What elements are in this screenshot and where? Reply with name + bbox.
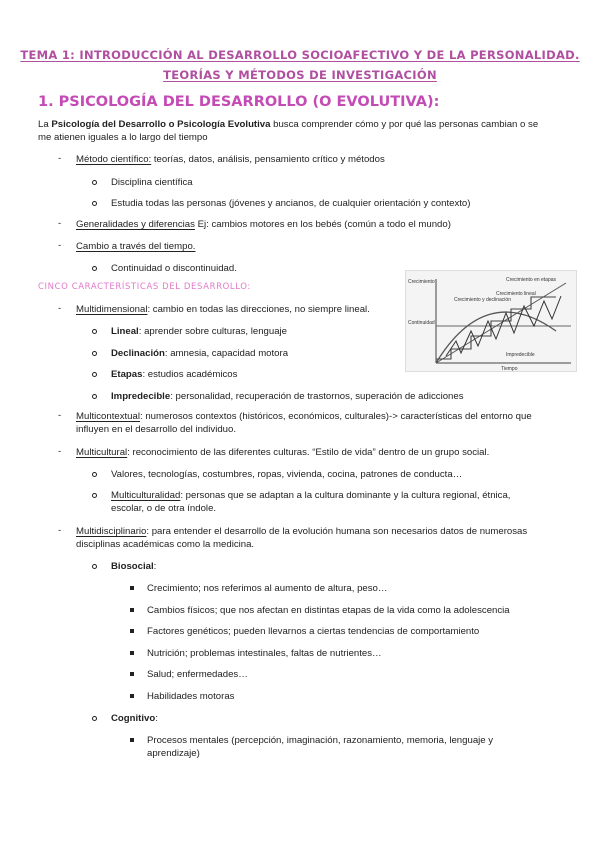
multiculturalidad-label: Multiculturalidad xyxy=(111,490,181,501)
label-crecimiento-declinacion: Crecimiento y declinación xyxy=(454,297,511,303)
cog-item-line2: aprendizaje) xyxy=(147,748,200,759)
square-bullet xyxy=(130,608,134,612)
label-continuidad: Continuidad xyxy=(408,320,435,326)
multidisciplinario-label: Multidisciplinario xyxy=(76,526,147,537)
multicultural-text: : reconocimiento de las diferentes culturas. “Estilo de vida” dentro de un grupo social. xyxy=(127,447,490,458)
circle-bullet xyxy=(92,716,97,721)
multidimensional-label: Multidimensional xyxy=(76,304,148,315)
multiculturalidad-line2: escolar, o de otra índole. xyxy=(111,503,217,514)
bio-item: Cambios físicos; que nos afectan en distintas etapas de la vida como la adolescencia xyxy=(147,605,510,616)
circle-bullet xyxy=(92,201,97,206)
intro-rest: busca comprender cómo y por qué las personas cambian o se xyxy=(270,119,539,130)
section-heading: 1. PSICOLOGÍA DEL DESARROLLO (O EVOLUTIVA): xyxy=(38,94,440,110)
generalidades-label: Generalidades y diferencias xyxy=(76,219,195,230)
label-crecimiento: Crecimiento xyxy=(408,279,435,285)
multicontextual-label: Multicontextual xyxy=(76,411,140,422)
dash-bullet: - xyxy=(58,525,62,536)
development-curves-figure xyxy=(405,270,577,372)
list-item-multicontextual xyxy=(76,410,586,436)
list-item-generalidades xyxy=(76,218,451,231)
biosocial-colon: : xyxy=(153,561,157,572)
circle-bullet xyxy=(92,564,97,569)
cambio-label: Cambio a través del tiempo. xyxy=(76,241,196,252)
label-crecimiento-etapas: Crecimiento en etapas xyxy=(506,277,557,283)
list-item-cambio xyxy=(76,240,195,253)
etapas-label: Etapas xyxy=(111,369,143,380)
etapas-text: : estudios académicos xyxy=(142,369,238,380)
cognitivo-label: Cognitivo xyxy=(111,713,156,724)
metodo-text: teorías, datos, análisis, pensamiento crítico y métodos xyxy=(151,154,385,165)
circle-bullet xyxy=(92,372,97,377)
list-item-biosocial xyxy=(111,560,156,573)
bio-item: Nutrición; problemas intestinales, faltas de nutrientes… xyxy=(147,648,382,659)
label-impredecible: Impredecible xyxy=(506,352,535,358)
label-tiempo: Tiempo xyxy=(501,366,518,371)
circle-bullet xyxy=(92,329,97,334)
bio-item: Crecimiento; nos referimos al aumento de altura, peso… xyxy=(147,583,388,594)
multidimensional-text: : cambio en todas las direcciones, no siempre lineal. xyxy=(147,304,370,315)
dash-bullet: - xyxy=(58,446,62,457)
list-item-impredecible xyxy=(111,390,464,403)
curves-graph xyxy=(406,271,576,371)
list-item-lineal xyxy=(111,325,287,338)
impredecible-label: Impredecible xyxy=(111,391,171,402)
bio-item: Habilidades motoras xyxy=(147,691,235,702)
list-item-multidimensional xyxy=(76,303,370,316)
circle-bullet xyxy=(92,266,97,271)
square-bullet xyxy=(130,651,134,655)
subsection-heading: CINCO CARACTERÍSTICAS DEL DESARROLLO: xyxy=(38,282,251,292)
multidisciplinario-line2: disciplinas académicas como la medicina. xyxy=(76,539,255,550)
bio-item: Salud; enfermedades… xyxy=(147,669,248,680)
dash-bullet: - xyxy=(58,218,62,229)
lineal-text: : aprender sobre culturas, lenguaje xyxy=(138,326,287,337)
multicultural-label: Multicultural xyxy=(76,447,128,458)
list-item-valores: Valores, tecnologías, costumbres, ropas, vivienda, cocina, patrones de conducta… xyxy=(111,469,463,480)
dash-bullet: - xyxy=(58,240,62,251)
square-bullet xyxy=(130,672,134,676)
intro-paragraph xyxy=(38,118,578,144)
dash-bullet: - xyxy=(58,153,62,164)
label-crecimiento-lineal: Crecimiento lineal xyxy=(496,291,536,297)
circle-bullet xyxy=(92,394,97,399)
intro-line2: me atienen iguales a lo largo del tiempo xyxy=(38,132,208,143)
doc-title-line2: TEORÍAS Y MÉTODOS DE INVESTIGACIÓN xyxy=(163,68,437,82)
impredecible-text: : personalidad, recuperación de trastornos, superación de adicciones xyxy=(170,391,464,402)
circle-bullet xyxy=(92,180,97,185)
square-bullet xyxy=(130,629,134,633)
square-bullet xyxy=(130,586,134,590)
square-bullet xyxy=(130,738,134,742)
doc-title-line1: TEMA 1: INTRODUCCIÓN AL DESARROLLO SOCIOAFECTIVO Y DE LA PERSONALIDAD. xyxy=(20,48,580,62)
growth-decline-curve xyxy=(436,312,556,363)
multicontextual-text: : numerosos contextos (históricos, económicos, culturales)-> características del entorno que xyxy=(140,411,532,422)
circle-bullet xyxy=(92,351,97,356)
list-item-declinacion xyxy=(111,347,288,360)
dash-bullet: - xyxy=(58,410,62,421)
list-item-estudia: Estudia todas las personas (jóvenes y ancianos, de cualquier orientación y contexto) xyxy=(111,198,471,209)
multiculturalidad-text: : personas que se adaptan a la cultura dominante y la cultura regional, étnica, xyxy=(180,490,511,501)
list-item-cognitivo xyxy=(111,712,158,725)
list-item-multicultural xyxy=(76,446,489,459)
square-bullet xyxy=(130,694,134,698)
bio-item: Factores genéticos; pueden llevarnos a ciertas tendencias de comportamiento xyxy=(147,626,480,637)
stepwise-growth-line xyxy=(436,297,556,359)
intro-bold: Psicología del Desarrollo o Psicología Evolutiva xyxy=(51,119,271,130)
declinacion-label: Declinación xyxy=(111,348,165,359)
multicontextual-line2: influyen en el desarrollo del individuo. xyxy=(76,424,236,435)
list-item-metodo xyxy=(76,153,385,166)
cog-item xyxy=(147,734,577,760)
dash-bullet: - xyxy=(58,303,62,314)
circle-bullet xyxy=(92,472,97,477)
generalidades-text: Ej: cambios motores en los bebés (común a todo el mundo) xyxy=(194,219,451,230)
metodo-label: Método científico: xyxy=(76,154,152,165)
lineal-label: Lineal xyxy=(111,326,139,337)
list-item-etapas xyxy=(111,368,237,381)
list-item-disciplina: Disciplina científica xyxy=(111,177,193,188)
cog-item-line1: Procesos mentales (percepción, imaginación, razonamiento, memoria, lenguaje y xyxy=(147,735,494,746)
intro-prefix: La xyxy=(38,119,52,130)
declinacion-text: : amnesia, capacidad motora xyxy=(164,348,289,359)
cognitivo-colon: : xyxy=(155,713,158,724)
list-item-multidisciplinario xyxy=(76,525,586,551)
list-item-continuidad: Continuidad o discontinuidad. xyxy=(111,263,237,274)
biosocial-label: Biosocial xyxy=(111,561,154,572)
circle-bullet xyxy=(92,493,97,498)
multidisciplinario-text: : para entender el desarrollo de la evolución humana son necesarios datos de numerosas xyxy=(146,526,528,537)
list-item-multiculturalidad xyxy=(111,489,581,515)
